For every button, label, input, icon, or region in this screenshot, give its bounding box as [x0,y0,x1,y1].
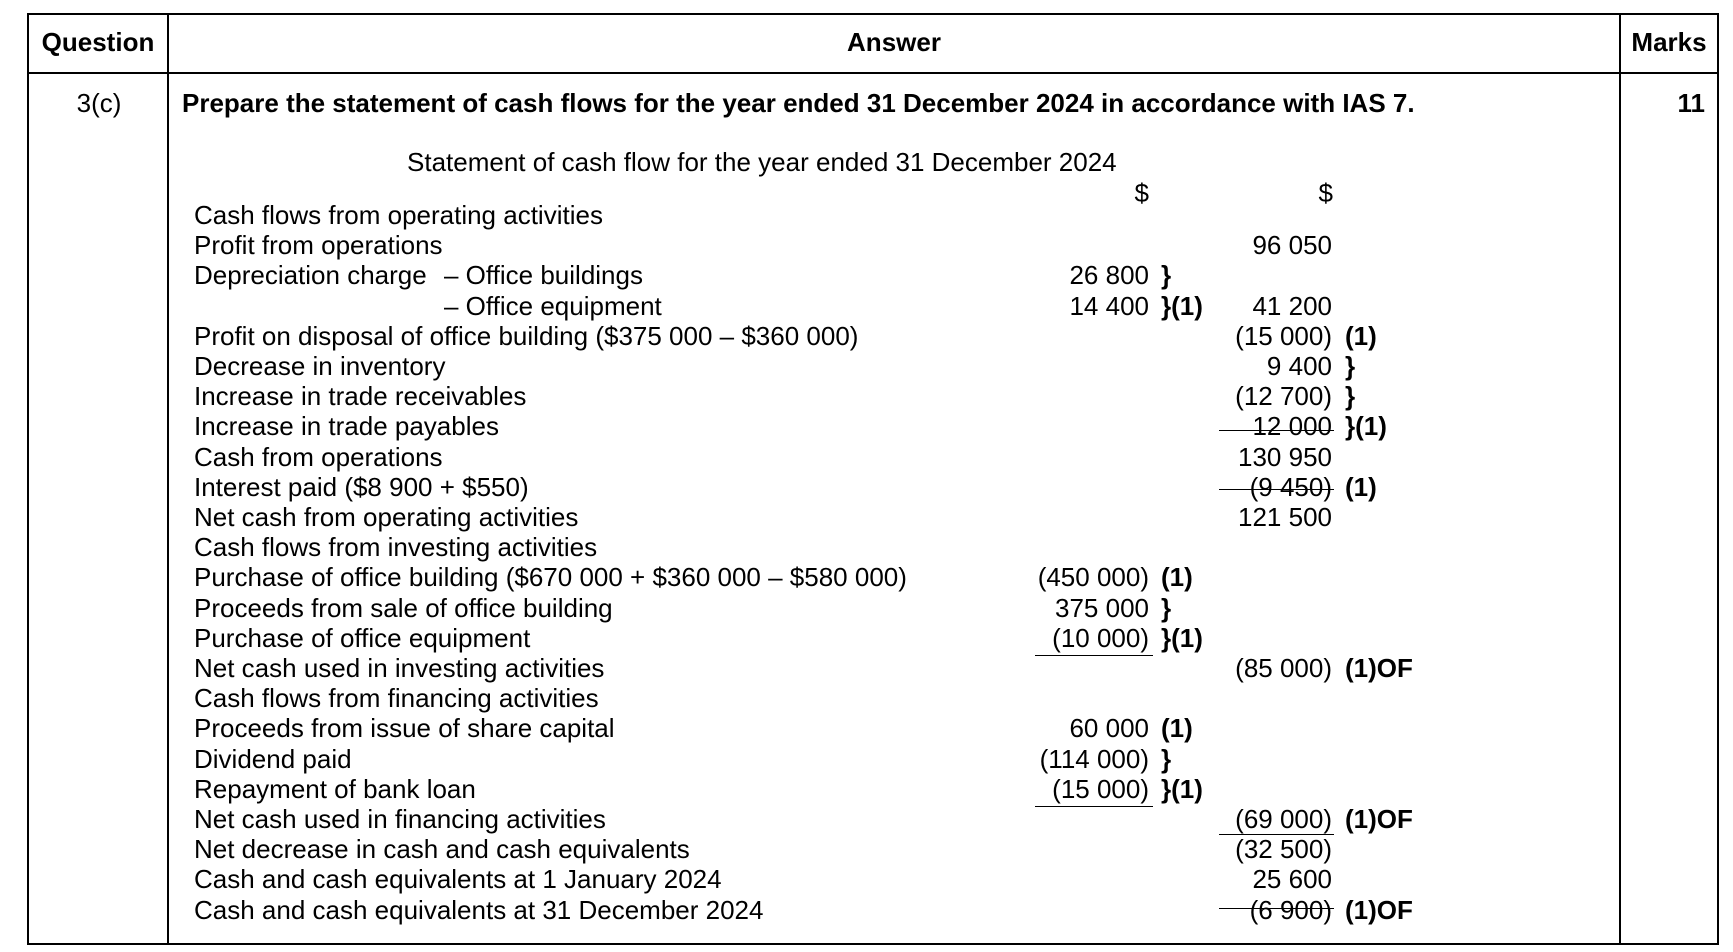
outer-amount: (15 000) [1235,320,1332,351]
row-label: Purchase of office equipment [194,622,531,653]
statement-row [29,683,1709,713]
outer-amount: 9 400 [1266,351,1332,381]
row-label: Cash from operations [194,441,443,472]
row-label: Cash and cash equivalents at 1 January 2024 [194,864,722,895]
question-prompt: Prepare the statement of cash flows for the year ended 31 December 2024 in accordance with IAS 7. [182,88,1415,118]
statement-row [29,623,1709,653]
statement-row [29,864,1709,894]
inner-mark: (1) [1161,713,1193,744]
outer-amount: 96 050 [1252,230,1332,261]
row-label: Decrease in inventory [194,351,446,381]
outer-mark: (1)OF [1345,894,1413,925]
inner-mark: } [1161,592,1172,623]
inner-mark: } [1161,260,1172,291]
statement-row [29,502,1709,532]
outer-amount: 12 000 [1252,411,1332,442]
inner-amount: 60 000 [1069,713,1149,744]
statement-row [29,351,1709,381]
statement-row [29,713,1709,743]
statement-row [29,321,1709,351]
statement-row [29,834,1709,864]
row-label: Interest paid ($8 900 + $550) [194,471,529,502]
outer-amount: (32 500) [1235,834,1332,865]
subtotal-rule [1035,806,1153,807]
inner-mark: } [1161,743,1172,774]
statement-row [29,593,1709,623]
inner-mark: }(1) [1161,622,1203,653]
statement-row [29,744,1709,774]
statement-row [29,442,1709,472]
row-label: Net cash used in investing activities [194,653,605,683]
statement-row [29,562,1709,592]
row-label: Cash flows from financing activities [194,683,599,714]
statement-row [29,200,1709,230]
subtotal-rule [1219,908,1334,909]
outer-amount: (69 000) [1235,804,1332,834]
question-number: 3(c) [76,88,122,118]
outer-mark: (1) [1345,471,1377,502]
outer-amount: 25 600 [1252,864,1332,895]
outer-mark: } [1345,351,1356,381]
statement-row [29,774,1709,804]
inner-mark: }(1) [1161,290,1203,321]
mark-scheme-table [27,13,1719,945]
marks-value: 11 [1677,88,1705,118]
row-sublabel: – Office buildings [444,260,643,291]
outer-mark: }(1) [1345,411,1387,442]
header-marks: Marks [1631,27,1707,57]
row-sublabel: – Office equipment [444,290,662,321]
subtotal-rule [1219,834,1334,835]
statement-row [29,381,1709,411]
row-label: Cash and cash equivalents at 31 December 2024 [194,894,764,925]
row-label: Net cash used in financing activities [194,804,606,834]
row-label: Proceeds from issue of share capital [194,713,615,744]
inner-amount: (450 000) [1037,562,1149,593]
inner-mark: (1) [1161,562,1193,593]
column-header-inner: $ [1134,178,1149,208]
header-answer: Answer [847,27,941,57]
outer-mark: (1)OF [1345,653,1413,683]
statement-row [29,411,1709,441]
inner-amount: (15 000) [1052,773,1149,804]
row-label: Net decrease in cash and cash equivalents [194,834,690,865]
inner-amount: (114 000) [1039,743,1149,774]
outer-amount: 130 950 [1238,441,1332,472]
subtotal-rule [1219,489,1334,490]
statement-row [29,230,1709,260]
row-label: Net cash from operating activities [194,502,579,532]
inner-amount: 14 400 [1069,290,1149,321]
outer-amount: 41 200 [1252,290,1332,321]
header-divider [29,72,1717,74]
row-label: Increase in trade receivables [194,381,527,412]
row-label: Depreciation charge [194,260,427,291]
statement-row [29,260,1709,290]
row-label: Repayment of bank loan [194,773,476,804]
row-label: Profit from operations [194,230,443,261]
outer-amount: (85 000) [1235,653,1332,683]
row-label: Cash flows from investing activities [194,532,598,563]
outer-amount: (6 900) [1249,894,1332,925]
subtotal-rule [1219,430,1334,431]
outer-mark: (1)OF [1345,804,1413,834]
row-label: Proceeds from sale of office building [194,592,613,623]
statement-row [29,472,1709,502]
column-header-outer: $ [1318,178,1333,208]
inner-amount: (10 000) [1052,622,1149,653]
outer-amount: 121 500 [1238,502,1332,532]
inner-amount: 375 000 [1055,592,1149,623]
statement-title: Statement of cash flow for the year ended 31 December 2024 [407,147,1117,177]
statement-row [29,804,1709,834]
outer-amount: (9 450) [1249,471,1332,502]
row-label: Profit on disposal of office building ($375 000 – $360 000) [194,320,859,351]
outer-mark: (1) [1345,320,1377,351]
inner-amount: 26 800 [1069,260,1149,291]
statement-row [29,532,1709,562]
statement-row [29,653,1709,683]
row-label: Increase in trade payables [194,411,499,442]
statement-row [29,291,1709,321]
outer-amount: (12 700) [1235,381,1332,412]
statement-row [29,895,1709,925]
subtotal-rule [1035,655,1153,656]
row-label: Cash flows from operating activities [194,200,603,230]
header-question: Question [41,27,155,57]
row-label: Dividend paid [194,743,352,774]
row-label: Purchase of office building ($670 000 + $360 000 – $580 000) [194,562,907,593]
inner-mark: }(1) [1161,773,1203,804]
outer-mark: } [1345,381,1356,412]
